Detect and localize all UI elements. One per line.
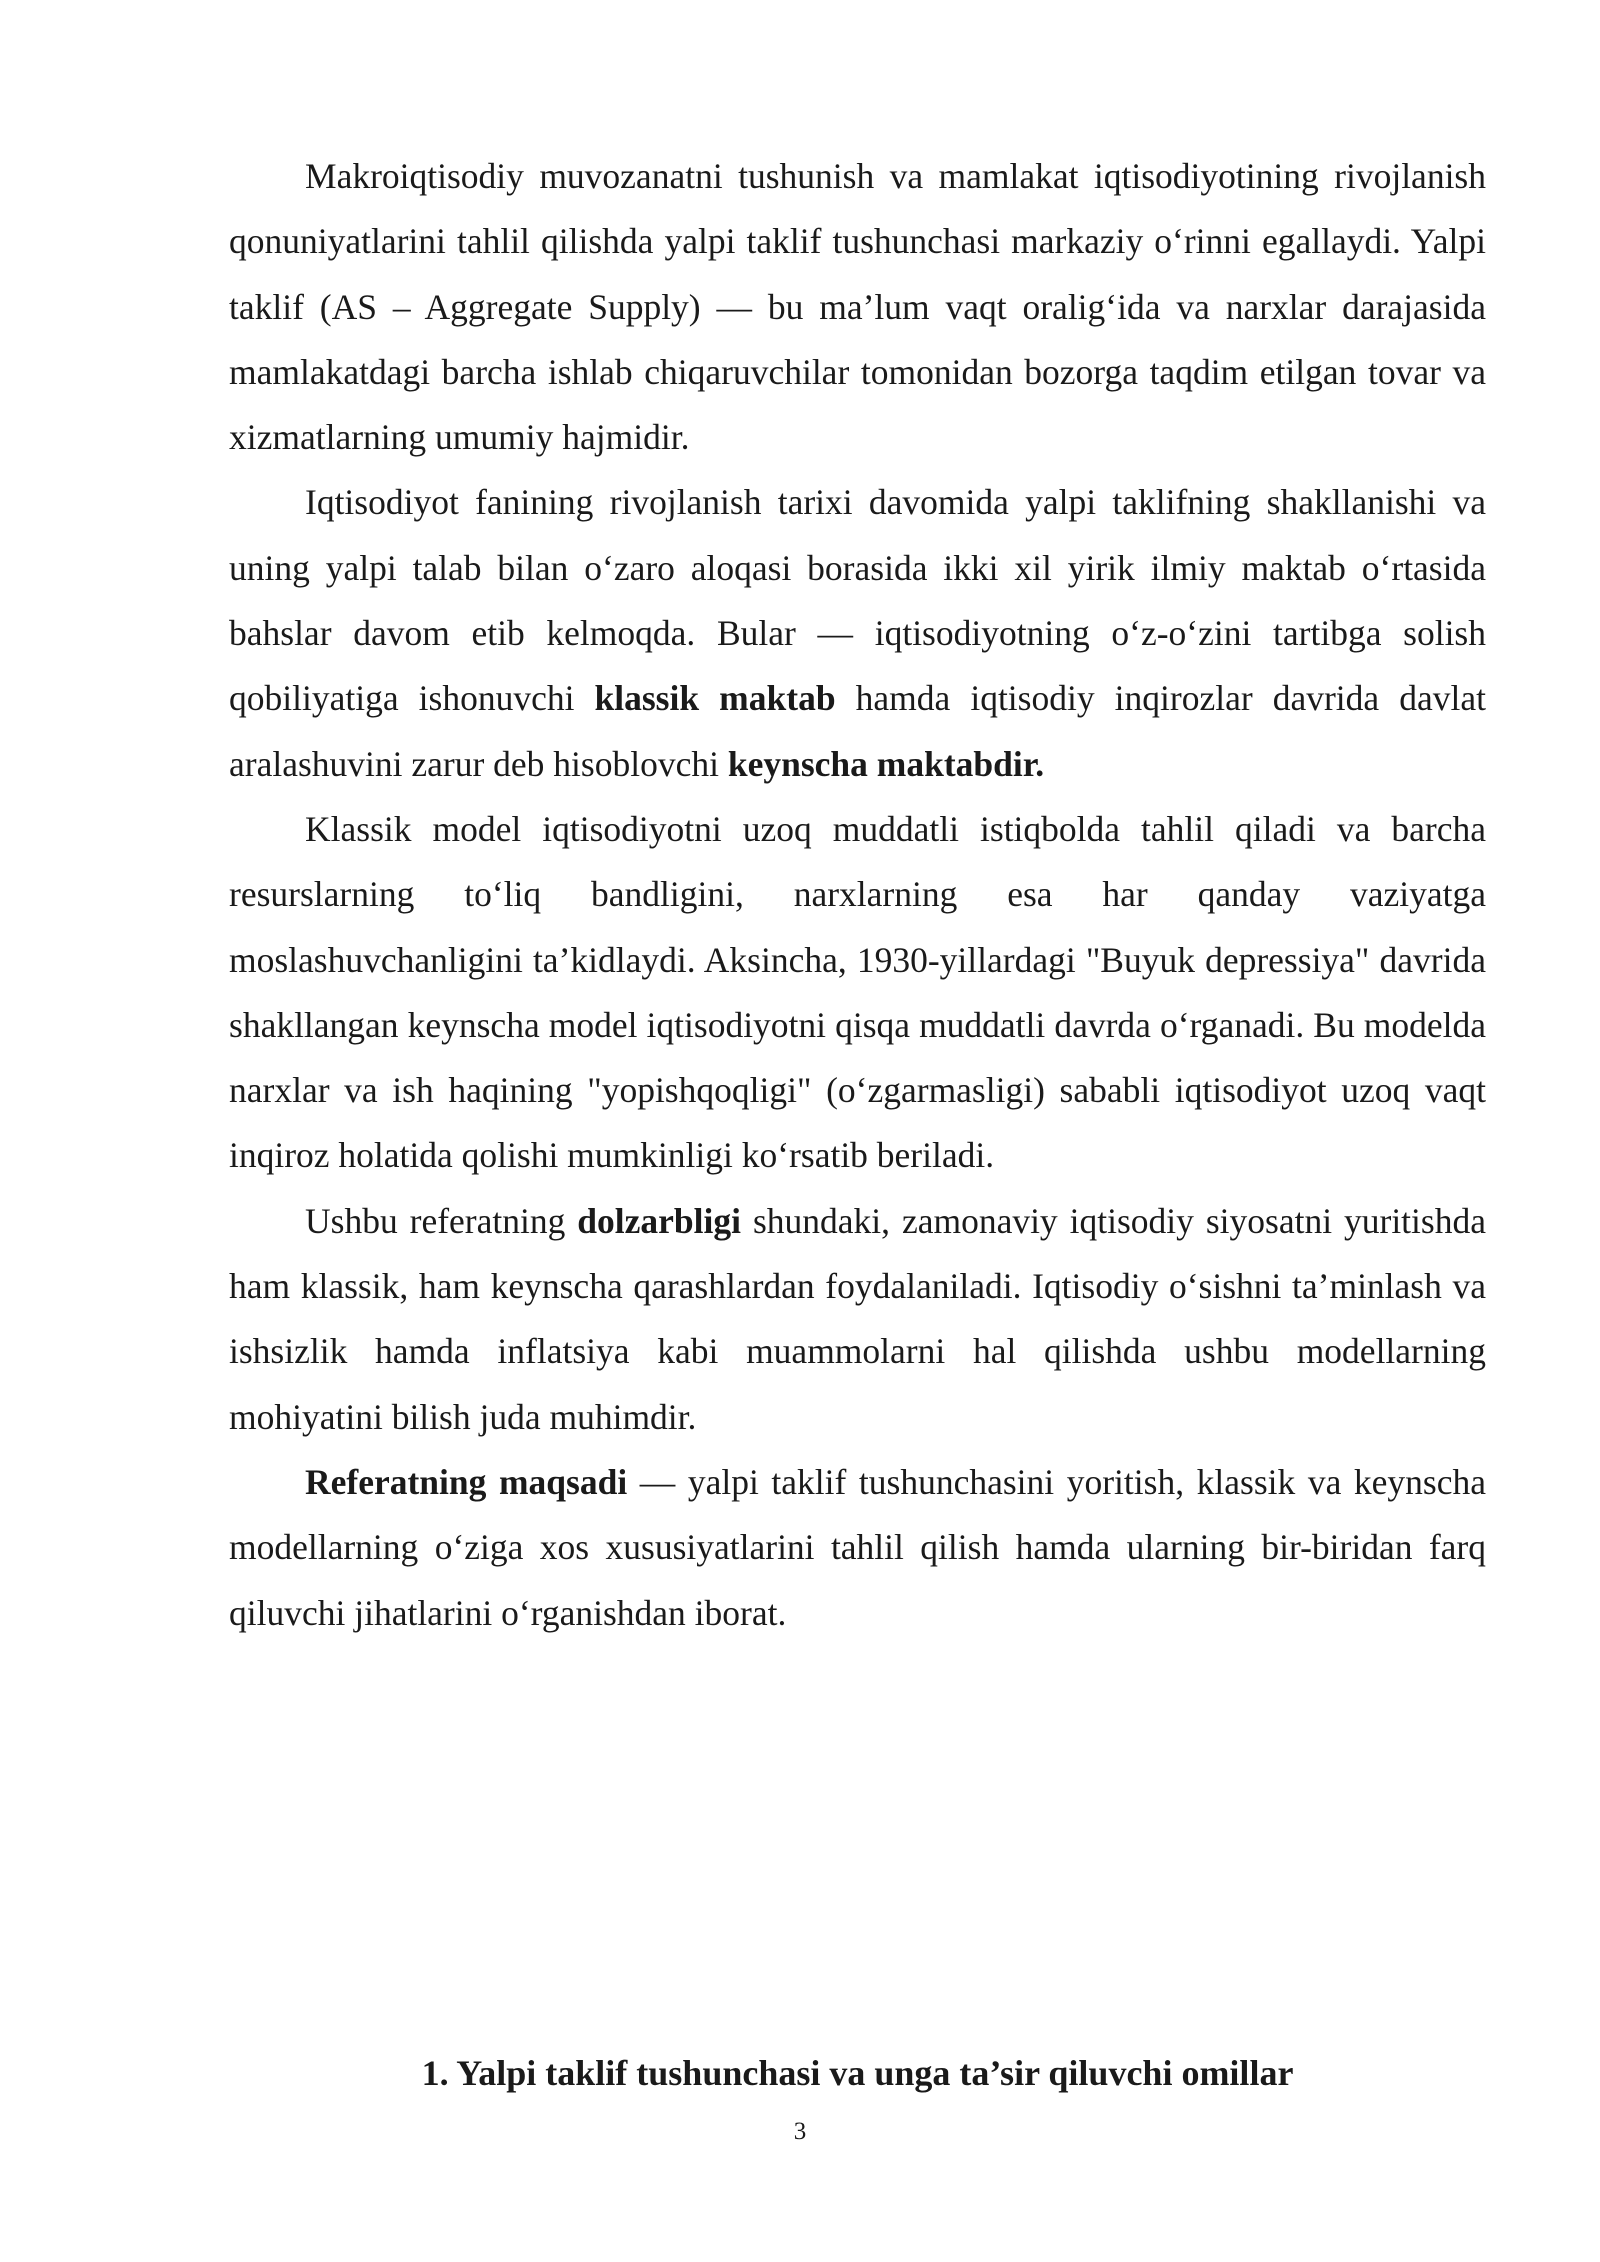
text-run: shundaki, zamonaviy iqtisodiy siyosatni yuritishda ham klassik, ham keynscha qarashlardan foydalaniladi. Iqtisodiy o‘sishni ta’minlash va ishsizlik hamda inflatsiya kabi muammolarni hal qilishda ushbu modellarning mohiyatini bilish juda muhimdir.	[229, 1200, 1486, 1437]
text-run: Klassik model iqtisodiyotni uzoq muddatli istiqbolda tahlil qiladi va barcha resurslarning to‘liq bandligini, narxlarning esa har qanday vaziyatga moslashuvchanligini ta’kidlaydi. Aksincha, 1930-yillardagi "Buyuk depressiya" davrida shakllangan keynscha model iqtisodiyotni qisqa muddatli davrda o‘rganadi. Bu modelda narxlar va ish haqining "yopishqoqligi" (o‘zgarmasligi) sababli iqtisodiyot uzoq vaqt inqiroz holatida qolishi mumkinligi ko‘rsatib beriladi.	[229, 808, 1486, 1176]
text-run: Makroiqtisodiy muvozanatni tushunish va mamlakat iqtisodiyotining rivojlanish qonuniyatlarini tahlil qilishda yalpi taklif tushunchasi markaziy o‘rinni egallaydi. Yalpi taklif (AS – Aggregate Supply) — bu ma’lum vaqt oralig‘ida va narxlar darajasida mamlakatdagi barcha ishlab chiqaruvchilar tomonidan bozorga taqdim etilgan tovar va xizmatlarning umumiy hajmidir.	[229, 156, 1486, 458]
document-body	[229, 144, 1486, 1646]
bold-text-run: keynscha maktabdir.	[727, 743, 1045, 784]
paragraph	[229, 1450, 1486, 1646]
text-run: Ushbu referatning	[305, 1200, 578, 1241]
page-number: 3	[793, 2118, 807, 2145]
paragraph	[229, 470, 1486, 796]
text-run: Iqtisodiyot fanining rivojlanish tarixi davomida yalpi taklifning shakllanishi va uning yalpi talab bilan o‘zaro aloqasi borasida ikki xil yirik ilmiy maktab o‘rtasida bahslar davom etib kelmoqda. Bular — iqtisodiyotning o‘z-o‘zini tartibga solish qobiliyatiga ishonuvchi	[229, 482, 1486, 719]
text-run: — yalpi taklif tushunchasini yoritish, klassik va keynscha modellarning o‘ziga xos xususiyatlarini tahlil qilish hamda ularning bir-biridan farq qiluvchi jihatlarini o‘rganishdan iborat.	[229, 1461, 1486, 1633]
paragraph	[229, 144, 1486, 470]
bold-text-run: dolzarbligi	[577, 1200, 741, 1241]
section-heading: 1. Yalpi taklif tushunchasi va unga ta’sir qiluvchi omillar	[421, 2053, 1294, 2093]
bold-text-run: klassik maktab	[594, 678, 836, 719]
paragraph	[229, 797, 1486, 1189]
text-run: hamda iqtisodiy inqirozlar davrida davlat aralashuvini zarur deb hisoblovchi	[229, 678, 1486, 784]
bold-text-run: Referatning maqsadi	[305, 1461, 628, 1502]
paragraph	[229, 1189, 1486, 1450]
